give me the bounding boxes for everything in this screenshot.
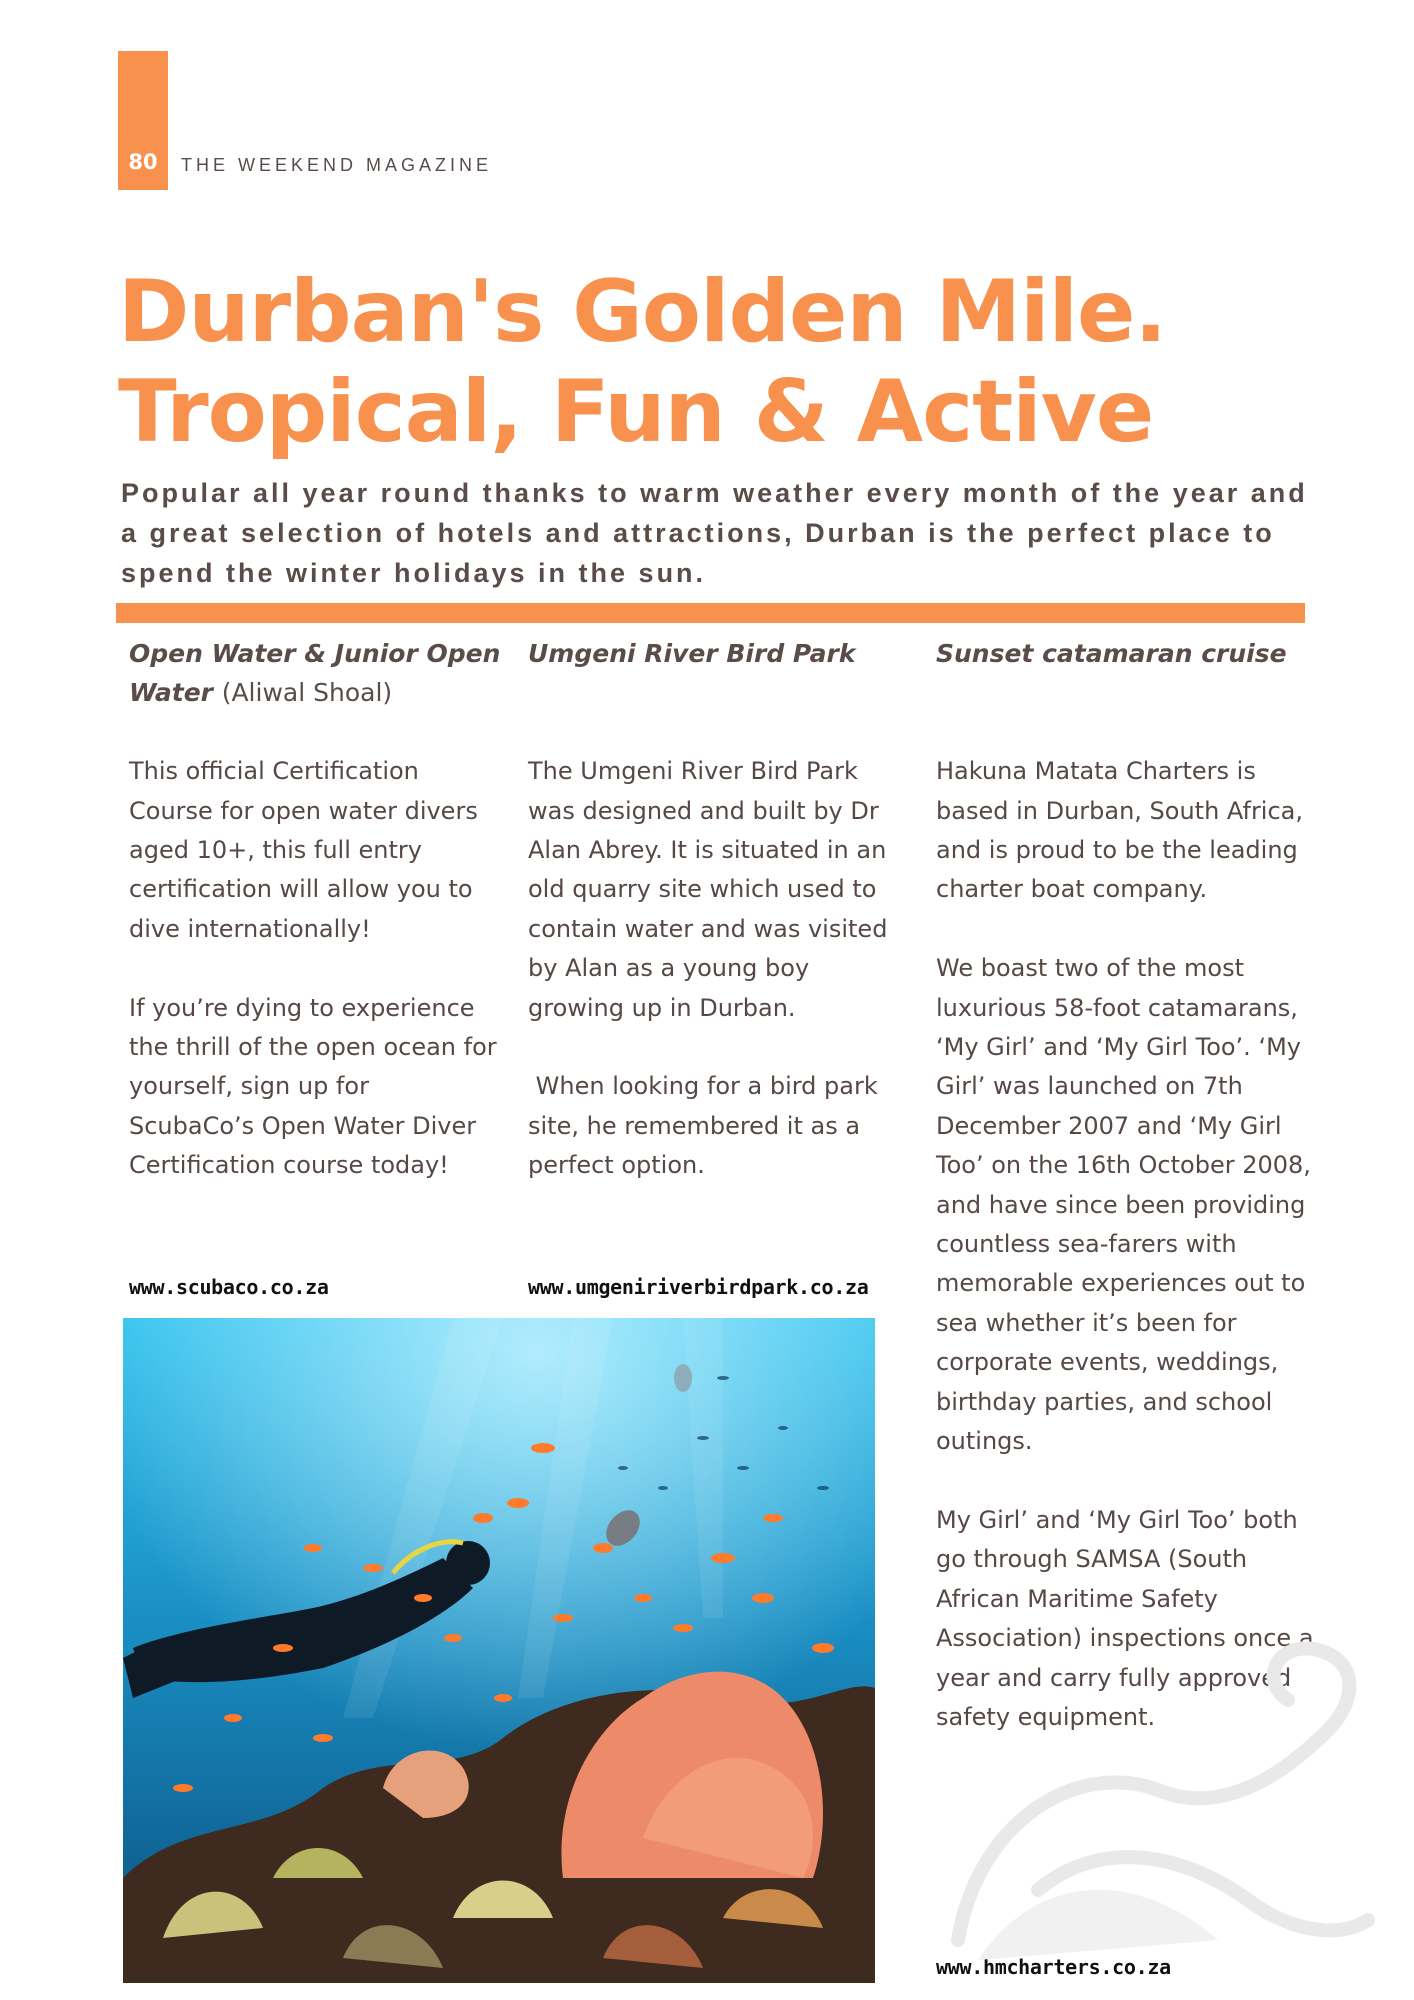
column-paragraph: This official Certification Course for open water divers aged 10+, this full entry certification will allow you to dive internationally! — [129, 757, 478, 943]
column-paragraph: If you’re dying to experience the thrill of the open ocean for yourself, sign up for ScubaCo’s Open Water Diver Certification course today! — [129, 993, 497, 1180]
column-paragraph: We boast two of the most luxurious 58-foot catamarans, ‘My Girl’ and ‘My Girl Too’. ‘My Girl’ was launched on 7th December 2007 and ‘My Girl Too’ on the 16th October 2008, and have since been providing countless sea-farers with memorable experiences out to sea whether it’s been for corporate events, weddings, birthday parties, and school outings. — [936, 954, 1311, 1456]
column-title-text: Open Water & Junior Open Water — [129, 639, 501, 708]
section-divider — [116, 603, 1305, 623]
article-column-catamaran — [936, 634, 1316, 1737]
article-column-bird-park — [528, 634, 898, 1186]
article-column-scuba — [129, 634, 501, 1186]
column-title: Sunset catamaran cruise — [936, 639, 1287, 668]
coral-reef-diver-photo — [123, 1318, 875, 1983]
headline-line-2: Tropical, Fun & Active — [118, 362, 1154, 462]
standfirst: Popular all year round thanks to warm weather every month of the year and a great selection of hotels and attractions, Durban is the perfect place to spend the winter holidays in the sun. — [121, 478, 1308, 588]
column-paragraph: Hakuna Matata Charters is based in Durban, South Africa, and is proud to be the leading charter boat company. — [936, 757, 1304, 904]
page-number: 80 — [128, 150, 158, 174]
headline-line-1: Durban's Golden Mile. — [118, 262, 1167, 362]
column-title: Umgeni River Bird Park — [528, 639, 856, 668]
column-paragraph: When looking for a bird park site, he remembered it as a perfect option. — [528, 1072, 886, 1180]
hmcharters-link[interactable]: www.hmcharters.co.za — [936, 1955, 1171, 1979]
column-subtitle: (Aliwal Shoal) — [221, 678, 393, 708]
bird-park-link[interactable]: www.umgeniriverbirdpark.co.za — [528, 1275, 869, 1299]
column-title — [129, 634, 501, 713]
column-paragraph: The Umgeni River Bird Park was designed and built by Dr Alan Abrey. It is situated in an old quarry site which used to contain water and was visited by Alan as a young boy growing up in Durban. — [528, 757, 888, 1022]
column-paragraph: My Girl’ and ‘My Girl Too’ both go through SAMSA (South African Maritime Safety Association) inspections once a year and carry fully approved safety equipment. — [936, 1505, 1314, 1731]
manta-ray-watermark-icon — [918, 1640, 1378, 1970]
scubaco-link[interactable]: www.scubaco.co.za — [129, 1275, 329, 1299]
magazine-name: THE WEEKEND MAGAZINE — [181, 155, 493, 175]
headline — [118, 262, 1166, 462]
